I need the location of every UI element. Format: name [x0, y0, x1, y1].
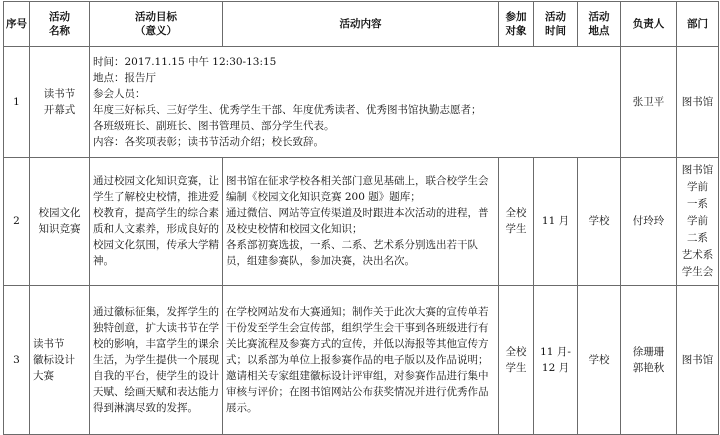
activity-details: 时间：2017.11.15 中午 12:30-13:15 地点：报告厅 参会人员： 年度三好标兵、三好学生、优秀学生干部、年度优秀读者、优秀图书馆执勤志愿者； 各班级班长、副班长、图书管理员、部分学生代表。 内容：各奖项表彰；读书节活动介绍；校长致辞。	[90, 47, 621, 158]
header-owner: 负责人	[621, 2, 677, 47]
table-row	[4, 47, 719, 158]
header-row	[4, 2, 719, 47]
owner: 张卫平	[621, 47, 677, 158]
owner: 徐珊珊 郭艳秋	[621, 286, 677, 435]
activity-name: 校园文化 知识竞赛	[30, 157, 90, 286]
activity-time: 11 月	[534, 157, 578, 286]
activity-place: 学校	[578, 157, 621, 286]
audience: 全校 学生	[499, 157, 534, 286]
activity-goal: 通过徽标征集，发挥学生的独特创意，扩大读书节在学校的影响，丰富学生的课余生活，为学生提供一个展现自我的平台，使学生的设计天赋、绘画天赋和表达能力得到淋漓尽致的发挥。	[90, 286, 223, 435]
header-content: 活动内容	[223, 2, 499, 47]
header-name: 活动 名称	[30, 2, 90, 47]
owner: 付玲玲	[621, 157, 677, 286]
activity-table	[3, 1, 719, 435]
activity-goal: 通过校园文化知识竞赛，让学生了解校史校情，推进爱校教育，提高学生的综合素质和人文素养，形成良好的校园文化氛围，传承大学精神。	[90, 157, 223, 286]
header-no: 序号	[4, 2, 30, 47]
department: 图书馆 学前 一系 学前 二系 艺术系 学生会	[677, 157, 719, 286]
header-audience: 参加 对象	[499, 2, 534, 47]
activity-time: 11 月- 12 月	[534, 286, 578, 435]
department: 图书馆	[677, 47, 719, 158]
activity-name: 读书节 开幕式	[30, 47, 90, 158]
header-dept: 部门	[677, 2, 719, 47]
department: 图书馆	[677, 286, 719, 435]
table-row	[4, 157, 719, 286]
header-place: 活动 地点	[578, 2, 621, 47]
table-row	[4, 286, 719, 435]
row-no: 2	[4, 157, 30, 286]
header-goal: 活动目标 （意义）	[90, 2, 223, 47]
row-no: 3	[4, 286, 30, 435]
header-time: 活动 时间	[534, 2, 578, 47]
audience: 全校 学生	[499, 286, 534, 435]
activity-name: 读书节 徽标设计 大赛	[30, 286, 90, 435]
row-no: 1	[4, 47, 30, 158]
activity-place: 学校	[578, 286, 621, 435]
activity-content: 图书馆在征求学校各相关部门意见基础上，联合校学生会编制《校园文化知识竞赛 200 题》题库； 通过微信、网站等宣传渠道及时跟进本次活动的进程，普及校史校情和校园文化知识； 各系部初赛选拔，一系、二系、艺术系分别选出若干队员，组建参赛队，参加决赛，决出名次。	[223, 157, 499, 286]
activity-content: 在学校网站发布大赛通知；制作关于此次大赛的宣传单若干份发至学生会宣传部，组织学生会干事到各班级进行有关比赛流程及参赛方式的宣传，并低以海报等其他宣传方式；以系部为单位上报参赛作品的电子版以及作品说明；邀请相关专家组建徽标设计评审组，对参赛作品进行集中审核与评价；在图书馆网站公布获奖情况并进行优秀作品展示。	[223, 286, 499, 435]
